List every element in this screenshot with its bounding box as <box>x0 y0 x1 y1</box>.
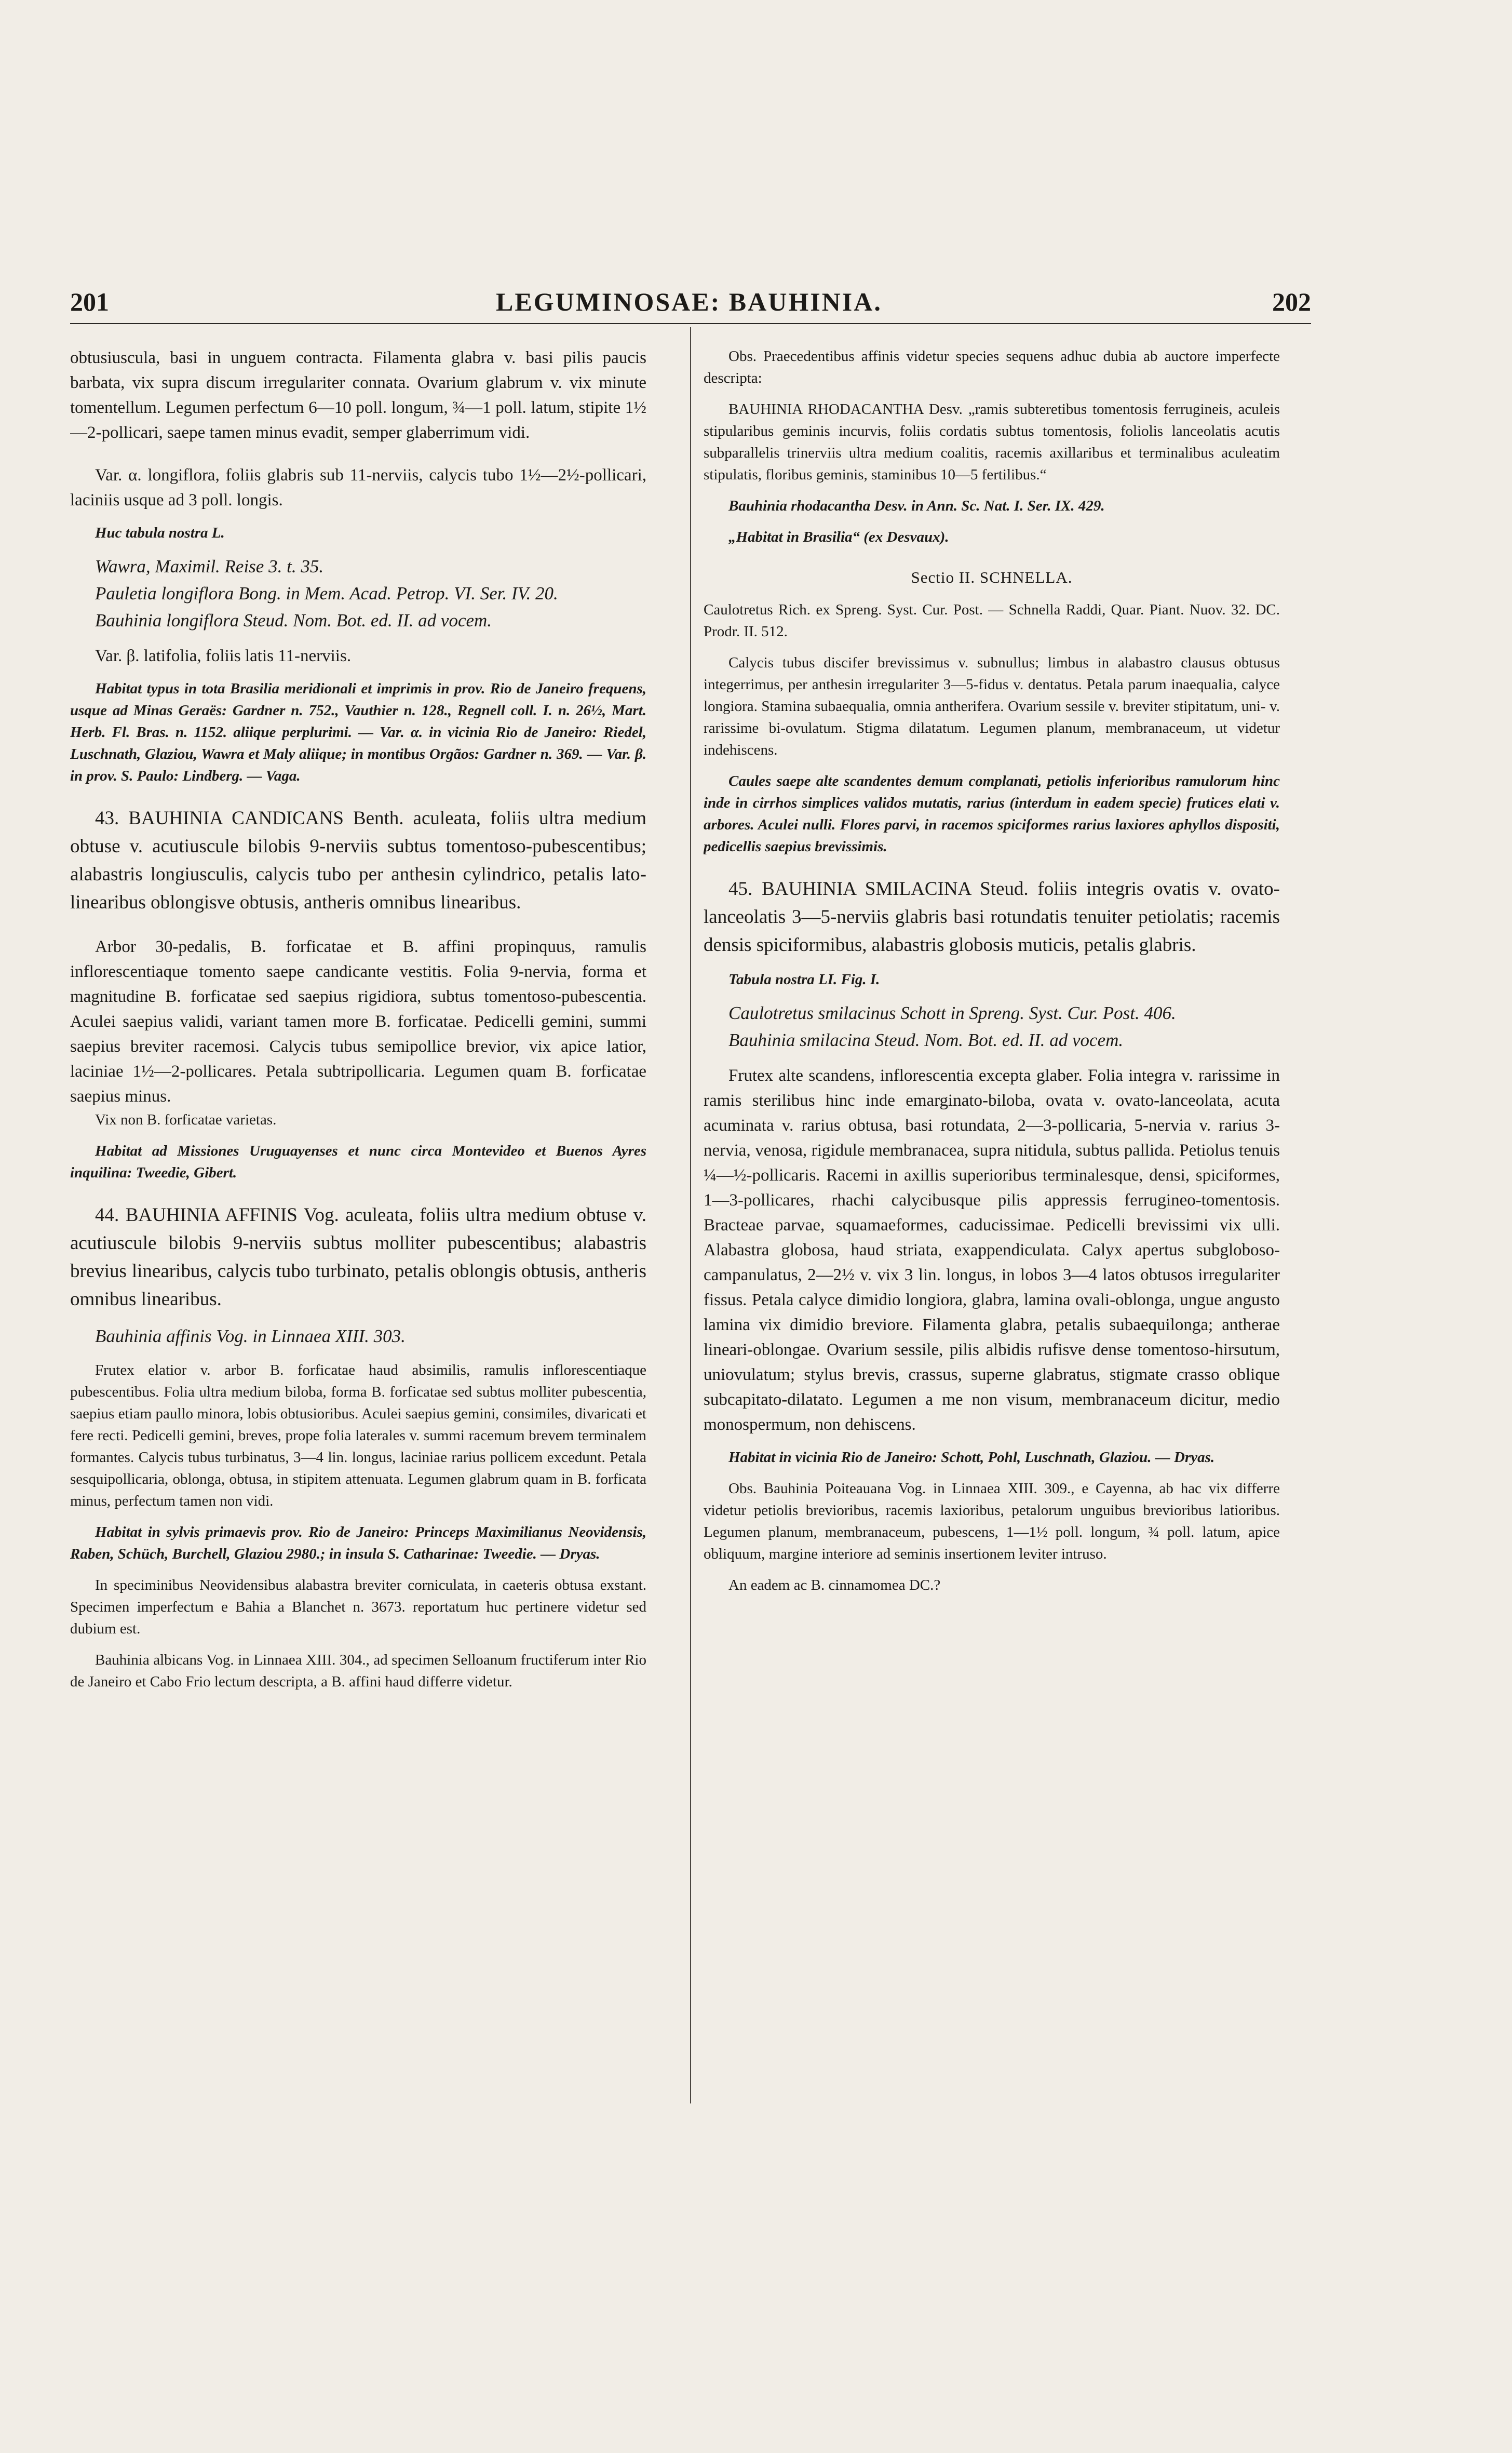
left-column-paragraph: Bauhinia albicans Vog. in Linnaea XIII. 304., ad specimen Selloanum fructiferum inter Rio de Janeiro et Cabo Frio lectum descripta, a B. affini haud differre videtur. <box>70 1652 646 1690</box>
left-column-paragraph: Var. α. longiflora, foliis glabris sub 11-nerviis, calycis tubo 1½—2½-pollicari, laciniis usque ad 3 poll. longis. <box>70 466 646 510</box>
left-column-paragraph: Bauhinia affinis Vog. in Linnaea XIII. 303. <box>95 1326 406 1346</box>
paragraph-spacer <box>704 1054 1280 1063</box>
paragraph-spacer <box>704 1437 1280 1446</box>
left-column-paragraph: Habitat in sylvis primaevis prov. Rio de Janeiro: Princeps Maximilianus Neovidensis, Raben, Schüch, Burchell, Glaziou 2980.; in insula S. Catharinae: Tweedie. — Dryas. <box>70 1524 646 1562</box>
paragraph-spacer <box>704 1565 1280 1574</box>
paragraph-spacer <box>70 513 646 522</box>
left-column-paragraph: Frutex elatior v. arbor B. forficatae haud absimilis, ramulis inflorescentiaque pubescentibus. Folia ultra medium biloba, forma B. forficatae sed subtus molliter pubescentia, saepius etiam paullo minora, lobis obtusioribus. Aculei saepius gemini, consimiles, divaricati et fere recti. Pedicelli gemini, breves, prope folia laterales v. summi racemum brevem terminalem formantes. Calycis tubus turbinatus, 3—4 lin. longus, laciniae rarius pollicem excedunt. Petala sesquipollicaria, oblonga, obtusa, in stipitem attenuata. Legumen glabrum quam in B. forficata minus, perfectum tamen non vidi. <box>70 1362 646 1509</box>
right-column-paragraph: Bauhinia smilacina Steud. Nom. Bot. ed. II. ad vocem. <box>728 1030 1124 1050</box>
left-column-paragraph: obtusiuscula, basi in unguem contracta. Filamenta glabra v. basi pilis paucis barbata, vix supra discum irregulariter connata. Ovarium glabrum v. vix minute tomentellum. Legumen perfectum 6—10 poll. longum, ¾—1 poll. latum, stipite 1½—2-pollicari, saepe tamen minus evadit, semper glaberrimum vidi. <box>70 348 646 442</box>
right-column-paragraph: Calycis tubus discifer brevissimus v. subnullus; limbus in alabastro clausus obtusus integerrimus, per anthesin irregulariter 3—5-fidus v. dentatus. Petala parum inaequalia, calyce longiora. Stamina subaequalia, omnia antherifera. Ovarium sessile v. breviter stipitatum, uni- v. rarissime bi-ovulatum. Stigma dilatatum. Legumen planum, membranaceum, ut videtur indehiscens. <box>704 654 1280 758</box>
left-column-paragraph: Var. β. latifolia, foliis latis 11-nerviis. <box>95 647 352 665</box>
paragraph-spacer <box>70 1512 646 1521</box>
paragraph-spacer <box>70 1565 646 1574</box>
right-column-paragraph: Caules saepe alte scandentes demum complanati, petiolis inferioribus ramulorum hinc inde in cirrhos simplices validos mutatis, rarius (interdum in eadem specie) frutices elati v. arbores. Aculei nulli. Flores parvi, in racemos spiciformes rarius laxiores aphyllos dispositi, pedicellis saepius brevissimis. <box>704 773 1280 855</box>
right-column-paragraph: BAUHINIA RHODACANTHA Desv. „ramis subteretibus tomentosis ferrugineis, aculeis stipularibus geminis incurvis, foliis cordatis subtus tomentosis, foliolis lanceolatis acutis subparallelis trinerviis ultra medium coalitis, racemis axillaribus et terminalibus aculeatim stipulatis, floribus geminis, staminibus 10—5 fertilibus.“ <box>704 401 1280 483</box>
paragraph-spacer <box>70 1313 646 1323</box>
left-column-paragraph: Habitat typus in tota Brasilia meridionali et imprimis in prov. Rio de Janeiro frequens, usque ad Minas Geraës: Gardner n. 752., Vauthier n. 128., Regnell coll. I. n. 26½, Mart. Herb. Fl. Bras. n. 1152. aliique perplurimi. — Var. α. in vicinia Rio de Janeiro: Riedel, Luschnath, Glaziou, Wawra et Maly aliique; in montibus Orgãos: Gardner n. 369. — Var. β. in prov. S. Paulo: Lindberg. — Vaga. <box>70 680 646 784</box>
left-column-paragraph: 44. BAUHINIA AFFINIS Vog. aculeata, foliis ultra medium obtuse v. acutiuscule bilobis 9-nerviis subtus molliter pubescentibus; alabastris brevius linearibus, calycis tubo turbinato, petalis oblongis obtusis, antheris omnibus linearibus. <box>70 1204 646 1310</box>
column-divider <box>690 327 691 2103</box>
paragraph-spacer <box>704 548 1280 566</box>
right-column-paragraph: Caulotretus smilacinus Schott in Spreng. Syst. Cur. Post. 406. <box>728 1003 1176 1023</box>
page-number-left: 201 <box>70 287 109 316</box>
right-column-paragraph: An eadem ac B. cinnamomea DC.? <box>728 1577 941 1593</box>
paragraph-spacer <box>704 959 1280 969</box>
left-column-paragraph: Wawra, Maximil. Reise 3. t. 35. <box>95 556 324 577</box>
right-column-paragraph: Tabula nostra LI. Fig. I. <box>728 971 880 988</box>
left-column-paragraph: Habitat ad Missiones Uruguayenses et nunc circa Montevideo et Buenos Ayres inquilina: Tweedie, Gibert. <box>70 1143 646 1181</box>
paragraph-spacer <box>70 634 646 644</box>
right-column-paragraph: Caulotretus Rich. ex Spreng. Syst. Cur. Post. — Schnella Raddi, Quar. Piant. Nuov. 32. DC. Prodr. II. 512. <box>704 601 1280 640</box>
running-title: LEGUMINOSAE: BAUHINIA. <box>496 287 882 316</box>
paragraph-spacer <box>704 1468 1280 1478</box>
left-column-paragraph: Vix non B. forficatae varietas. <box>95 1111 277 1128</box>
right-column-paragraph: „Habitat in Brasilia“ (ex Desvaux). <box>728 529 949 545</box>
right-column-paragraph: Bauhinia rhodacantha Desv. in Ann. Sc. Nat. I. Ser. IX. 429. <box>728 498 1105 514</box>
paragraph-spacer <box>70 445 646 463</box>
paragraph-spacer <box>704 990 1280 1000</box>
left-column-paragraph: Bauhinia longiflora Steud. Nom. Bot. ed. II. ad vocem. <box>95 610 492 631</box>
right-column-paragraph: Obs. Bauhinia Poiteauana Vog. in Linnaea XIII. 309., e Cayenna, ab hac vix differre videtur petiolis brevioribus, racemis laxioribus, petalorum unguibus brevioribus latioribus. Legumen planum, membranaceum, pubescens, 1—1½ poll. longum, ¾ poll. latum, apice obliquum, margine interiore ad seminis insertionem leviter intruso. <box>704 1480 1280 1562</box>
paragraph-spacer <box>70 917 646 934</box>
right-column-paragraph: Obs. Praecedentibus affinis videtur species sequens adhuc dubia ab auctore imperfecte descripta: <box>704 348 1280 386</box>
paragraph-spacer <box>70 1184 646 1201</box>
paragraph-spacer <box>70 1350 646 1359</box>
paragraph-spacer <box>704 486 1280 495</box>
left-column-paragraph: In speciminibus Neovidensibus alabastra breviter corniculata, in caeteris obtusa exstant. Specimen imperfectum e Bahia a Blanchet n. 3673. reportatum huc pertinere videtur sed dubium est. <box>70 1577 646 1637</box>
paragraph-spacer <box>704 761 1280 770</box>
paragraph-spacer <box>704 517 1280 526</box>
right-column-paragraph: Habitat in vicinia Rio de Janeiro: Schott, Pohl, Luschnath, Glaziou. — Dryas. <box>728 1449 1215 1466</box>
paragraph-spacer <box>704 389 1280 398</box>
paragraph-spacer <box>70 1640 646 1649</box>
page-number-right: 202 <box>1272 287 1311 316</box>
right-column-paragraph: Sectio II. SCHNELLA. <box>911 568 1073 586</box>
paragraph-spacer <box>70 1131 646 1140</box>
left-column-paragraph: Huc tabula nostra L. <box>95 525 225 541</box>
left-column-paragraph: Pauletia longiflora Bong. in Mem. Acad. Petrop. VI. Ser. IV. 20. <box>95 583 558 604</box>
paragraph-spacer <box>704 857 1280 875</box>
paragraph-spacer <box>704 642 1280 652</box>
left-column-paragraph: Arbor 30-pedalis, B. forficatae et B. affini propinquus, ramulis inflorescentiaque tomento saepe candicante vestitis. Folia 9-nervia, forma et magnitudine B. forficatae sed saepius rigidiora, subtus tomentoso-pubescentia. Aculei saepius validi, variant tamen more B. forficatae. Pedicelli gemini, summi saepius breviter racemosi. Calycis tubus semipollice brevior, vix apice latior, laciniae 1½—2-pollicares. Petala subtripollicaria. Legumen quam B. forficatae saepius minus. <box>70 937 646 1106</box>
paragraph-spacer <box>70 787 646 805</box>
right-column-paragraph: Frutex alte scandens, inflorescentia excepta glaber. Folia integra v. rarissime in ramis sterilibus hinc inde emarginato-biloba, ovata v. ovato-lanceolata, acuta acuminata v. rarius obtusa, basi rotundata, 2—3-pollicaria, 5-nervia v. rarius 3-nervia, venosa, rigidule membranacea, supra nitidula, subtus pallida. Petiolus tenuis ¼—½-pollicaris. Racemi in axillis superioribus terminalesque, densi, spiciformes, 1—3-pollicares, rhachi calycibusque pilis appressis ferrugineo-tomentosis. Bracteae parvae, squamaeformes, caducissimae. Pedicelli brevissimi vix ulli. Alabastra globosa, haud striata, exappendiculata. Calyx apertus subgloboso-campanulatus, 2—2½ v. vix 3 lin. longus, in lobos 3—4 latos obtusos irregulariter fissus. Petala calyce dimidio longiora, glabra, lamina ovali-oblonga, ungue angusto lamina vix dimidio breviore. Filamenta glabra, petalis subaequilonga; antherae lineari-oblongae. Ovarium sessile, pilis albidis rufisve dense tomentoso-hirsutum, uniovulatum; stylus brevis, crassus, superne glabratus, stigmate crasso oblique subcapitato-dilatato. Legumen a me non visum, membranaceum dicitur, medio monospermum, non dehiscens. <box>704 1066 1280 1434</box>
right-column <box>704 345 1280 2111</box>
right-column-paragraph: 45. BAUHINIA SMILACINA Steud. foliis integris ovatis v. ovato-lanceolatis 3—5-nerviis glabris basi rotundatis tenuiter petiolatis; racemis densis spiciformibus, alabastris globosis muticis, petalis glabris. <box>704 878 1280 956</box>
left-column-paragraph: 43. BAUHINIA CANDICANS Benth. aculeata, foliis ultra medium obtuse v. acutiuscule bilobis 9-nerviis subtus tomentoso-pubescentibus; alabastris longiusculis, calycis tubo per anthesin cylindrico, petalis lato-linearibus oblongisve obtusis, antheris omnibus linearibus. <box>70 808 646 913</box>
page-header <box>70 287 1311 324</box>
paragraph-spacer <box>704 589 1280 599</box>
paragraph-spacer <box>70 668 646 678</box>
paragraph-spacer <box>70 544 646 553</box>
left-column <box>70 345 646 2111</box>
